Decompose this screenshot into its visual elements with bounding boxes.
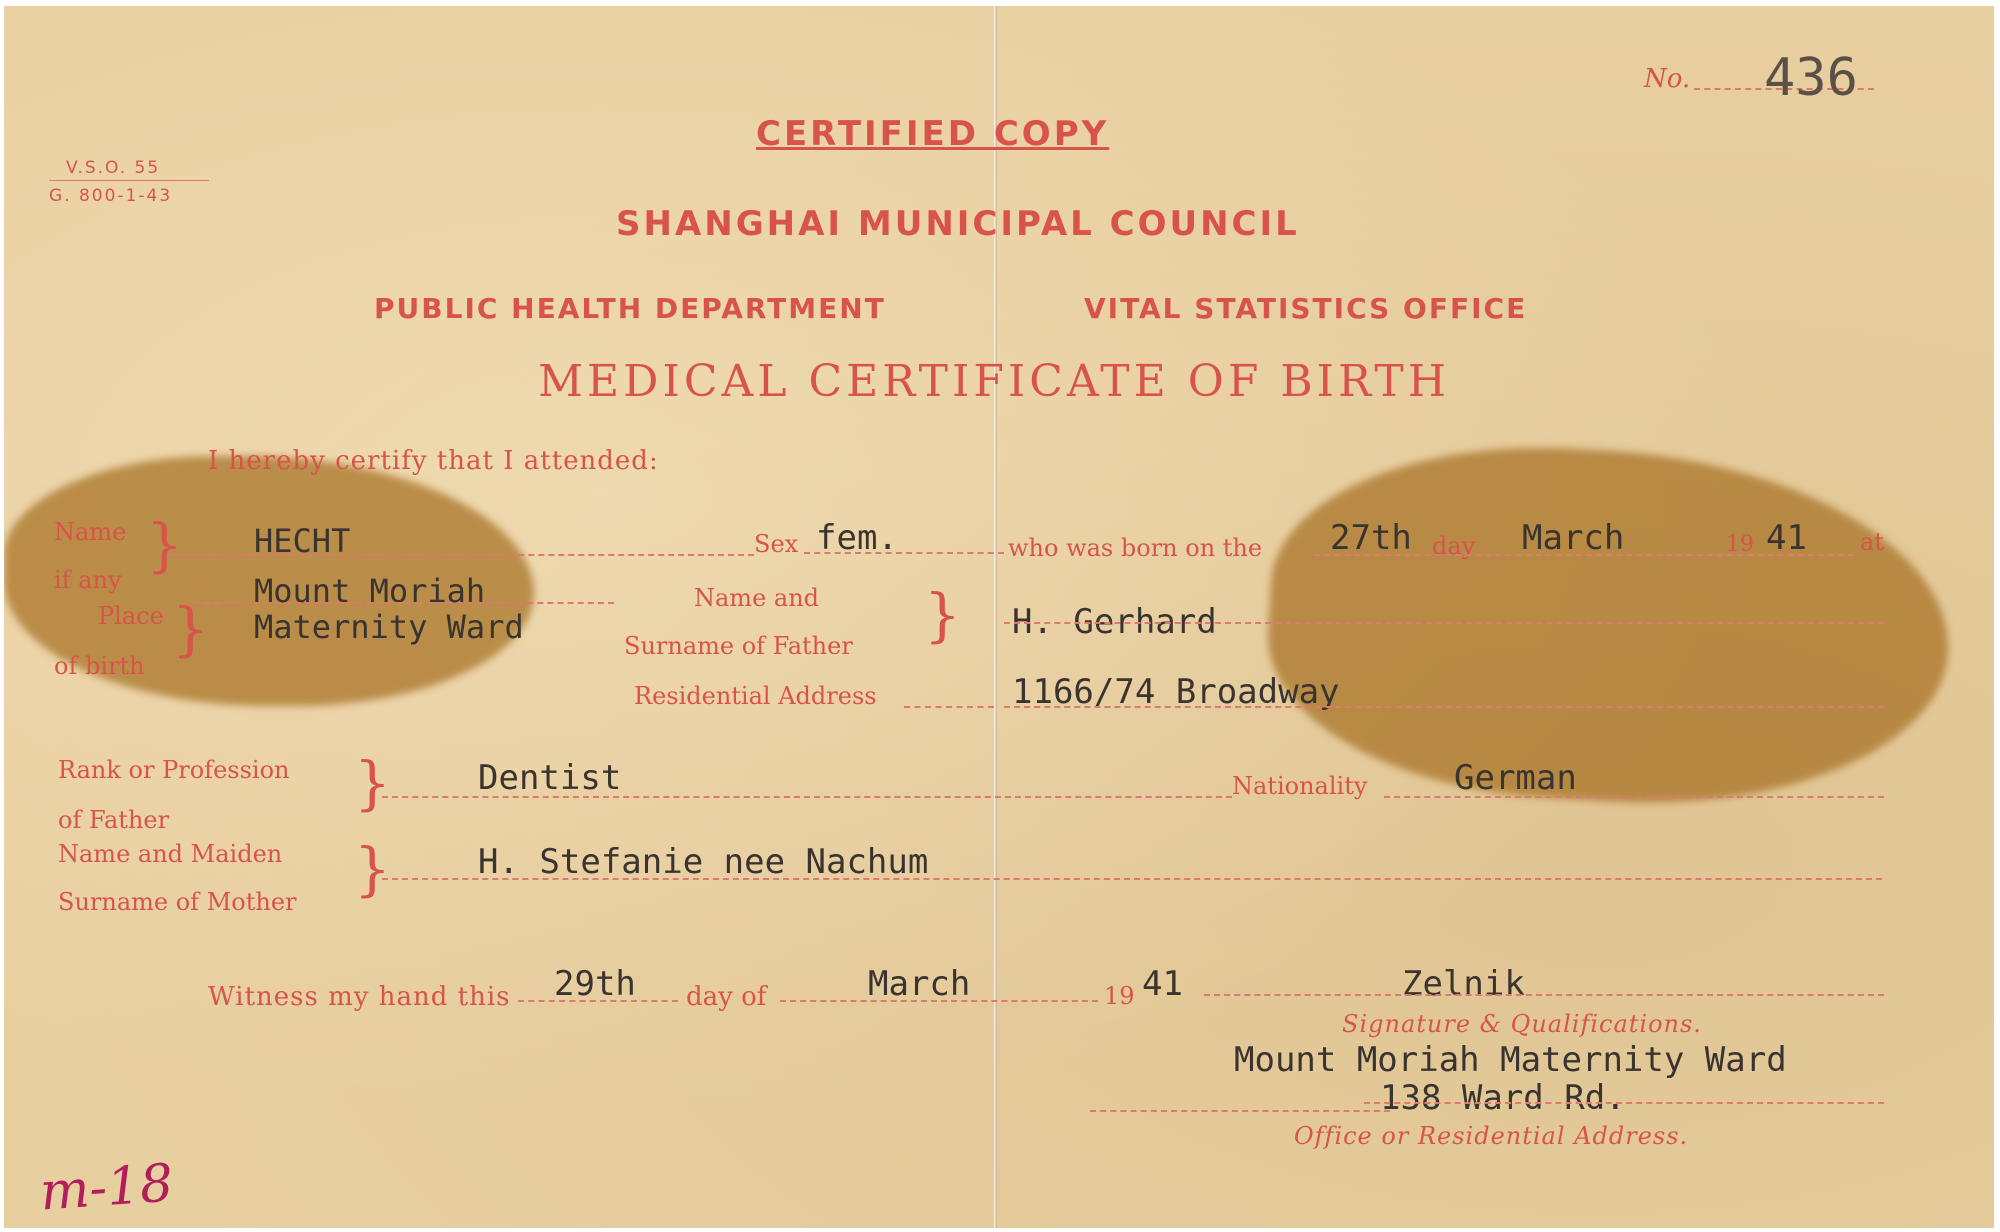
council-heading: SHANGHAI MUNICIPAL COUNCIL [616, 204, 1300, 244]
signer-value: Zelnik [1402, 964, 1525, 1004]
sex-value: fem. [816, 518, 898, 558]
mother-label-1: Name and Maiden [58, 840, 283, 868]
mother-brace: } [354, 835, 391, 903]
handwritten-note: m-18 [38, 1153, 175, 1223]
form-code-line1: V.S.O. 55 [66, 158, 161, 178]
office-value-2: 138 Ward Rd. [1380, 1078, 1626, 1118]
born-day-value: 27th [1330, 518, 1412, 558]
witness-month-value: March [868, 964, 971, 1004]
name-dots [169, 554, 754, 556]
father-label-1: Name and [694, 584, 820, 612]
form-code-line2: G. 800-1-43 [49, 186, 173, 206]
form-code-rule [49, 180, 209, 181]
residential-label: Residential Address [634, 682, 877, 710]
mother-value: H. Stefanie nee Nachum [478, 842, 929, 882]
father-dots [1004, 622, 1884, 624]
nationality-label: Nationality [1232, 772, 1368, 800]
witness-day-value: 29th [554, 964, 636, 1004]
witness-year-value: 41 [1142, 964, 1183, 1004]
day-label: day [1432, 532, 1476, 560]
place-label: Place [98, 602, 164, 630]
rank-brace: } [354, 749, 391, 817]
signature-dots [1204, 994, 1884, 996]
place-value-1: Mount Moriah [254, 572, 486, 610]
certificate-title: MEDICAL CERTIFICATE OF BIRTH [538, 356, 1451, 407]
year-prefix-2: 19 [1104, 982, 1135, 1010]
of-birth-label: of birth [54, 652, 145, 680]
year-prefix: 19 [1726, 532, 1754, 557]
father-brace: } [924, 581, 961, 649]
witness-label: Witness my hand this [208, 982, 511, 1012]
office-dots-1 [1364, 1102, 1884, 1104]
number-value: 436 [1764, 48, 1858, 108]
certified-copy-heading: CERTIFIED COPY [756, 114, 1110, 154]
office-dots-2 [1090, 1110, 1390, 1112]
sex-label: Sex [754, 530, 799, 558]
witness-month-dots [780, 1000, 1098, 1002]
profession-value: Dentist [478, 758, 622, 798]
rank-label-2: of Father [58, 806, 170, 834]
nationality-value: German [1454, 758, 1577, 798]
born-year-value: 41 [1766, 518, 1807, 558]
address-value: 1166/74 Broadway [1012, 672, 1340, 712]
tear-line [994, 6, 997, 1228]
certificate-paper [4, 6, 1994, 1228]
father-label-2: Surname of Father [624, 632, 853, 660]
profession-dots [382, 796, 1232, 798]
mother-label-2: Surname of Mother [58, 888, 297, 916]
father-value: H. Gerhard [1012, 602, 1217, 642]
born-on-label: who was born on the [1008, 534, 1263, 562]
address-dots [1004, 706, 1884, 708]
office-heading: VITAL STATISTICS OFFICE [1084, 292, 1528, 325]
at-label: at [1860, 528, 1884, 556]
day-of-label: day of [686, 982, 767, 1012]
signature-caption: Signature & Qualifications. [1342, 1010, 1702, 1038]
residential-dots-a [904, 706, 994, 708]
place-brace: } [172, 595, 209, 663]
department-heading: PUBLIC HEALTH DEPARTMENT [374, 292, 886, 325]
name-label: Name [54, 518, 127, 546]
intro-text: I hereby certify that I attended: [208, 446, 659, 476]
born-month-value: March [1522, 518, 1625, 558]
place-dots [194, 602, 614, 604]
born-dots [1314, 554, 1854, 556]
rank-label-1: Rank or Profession [58, 756, 290, 784]
witness-day-dots [518, 1000, 678, 1002]
sex-dots [804, 552, 1004, 554]
name-value: HECHT [254, 522, 351, 560]
mother-dots [382, 878, 1882, 880]
stain-right [1260, 433, 1957, 818]
nationality-dots [1384, 796, 1884, 798]
office-value-1: Mount Moriah Maternity Ward [1234, 1040, 1787, 1080]
place-value-2: Maternity Ward [254, 608, 524, 646]
if-any-label: if any [54, 566, 122, 594]
name-brace: } [146, 511, 183, 579]
office-caption: Office or Residential Address. [1294, 1122, 1689, 1150]
number-label: No. [1644, 64, 1691, 94]
